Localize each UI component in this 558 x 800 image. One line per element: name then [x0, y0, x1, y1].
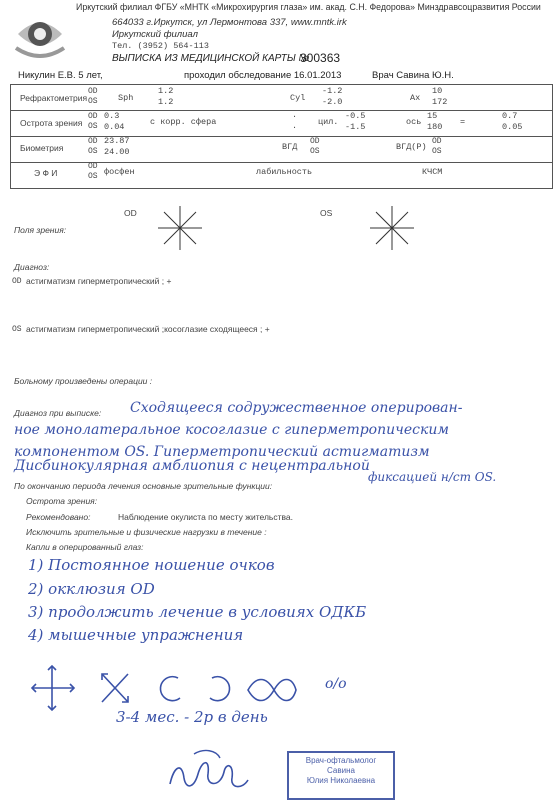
sph-label: Sph	[118, 93, 134, 103]
eye-od: OD	[88, 137, 98, 146]
cyl-label: цил.	[318, 117, 339, 127]
iop-p-label: ВГД(Р)	[396, 142, 427, 152]
branch: Иркутский филиал	[112, 29, 198, 40]
exercise-symbol: о/о	[325, 676, 347, 692]
sph-od: 1.2	[158, 86, 174, 96]
recommended-text: Наблюдение окулиста по месту жительства.	[118, 512, 293, 522]
phosphene-label: фосфен	[104, 167, 135, 177]
biometry-os: 24.00	[104, 147, 130, 157]
post-treatment-line: По окончанию периода лечения основные зрительные функции:	[14, 481, 273, 491]
diagnosis-label: Диагноз:	[14, 262, 50, 272]
efi-label: Э Ф И	[34, 168, 58, 178]
document-title: ВЫПИСКА ИЗ МЕДИЦИНСКОЙ КАРТЫ №	[112, 53, 310, 64]
eye-os: OS	[88, 122, 98, 131]
eye-os: OS	[88, 147, 98, 156]
acuity-dot: .	[292, 110, 298, 120]
stamp-line: Савина	[327, 766, 355, 775]
eye-logo-icon	[14, 14, 66, 60]
correction-label: с корр. сфера	[150, 117, 217, 127]
acuity-dot: .	[292, 121, 298, 131]
eye-od: OD	[12, 277, 22, 286]
ax-os: 172	[432, 97, 448, 107]
operations-label: Больному произведены операции :	[14, 376, 153, 386]
axis-label: ось	[406, 117, 422, 127]
eye-od: OD	[310, 137, 320, 146]
eye-os: OS	[88, 97, 98, 106]
diagnosis-od: астигматизм гиперметропический ; +	[26, 276, 172, 286]
eye-od: OD	[88, 112, 98, 121]
eye-od: OD	[88, 162, 98, 171]
exclude-loads-label: Исключить зрительные и физические нагрузки в течение :	[26, 527, 267, 537]
phone: Тел. (3952) 564-113	[112, 41, 209, 51]
eye-os: OS	[12, 325, 22, 334]
result-os: 0.05	[502, 122, 523, 132]
doctor-signature-icon	[164, 744, 254, 796]
visual-field-od-icon	[156, 204, 204, 252]
recommendation-item: 4) мышечные упражнения	[28, 626, 244, 644]
vf-os-label: OS	[320, 208, 333, 218]
eye-os: OS	[310, 147, 320, 156]
card-number: 300363	[300, 51, 341, 65]
recommendation-item: 1) Постоянное ношение очков	[28, 556, 275, 574]
stamp-line: Врач-офтальмолог	[305, 756, 377, 765]
cyl-os: -2.0	[322, 97, 343, 107]
patient-name: Никулин Е.В. 5 лет,	[18, 70, 103, 81]
doctor: Врач Савина Ю.Н.	[372, 70, 454, 81]
recommendation-item: 3) продолжить лечение в условиях ОДКБ	[28, 603, 367, 621]
discharge-diagnosis-label: Диагноз при выписке:	[14, 408, 102, 418]
eye-os: OS	[88, 172, 98, 181]
visual-field-label: Поля зрения:	[14, 225, 67, 235]
ax-label: Ax	[410, 93, 421, 103]
handwritten-diagnosis-line: фиксацией н/ст OS.	[368, 470, 497, 484]
cyl-label: Cyl	[290, 93, 306, 103]
doctor-stamp	[287, 751, 395, 800]
eye-od: OD	[432, 137, 442, 146]
eye-os: OS	[432, 147, 442, 156]
biometry-od: 23.87	[104, 136, 130, 146]
stamp-line: Юлия Николаевна	[306, 776, 376, 785]
ax-od: 10	[432, 86, 443, 96]
cyl-od: -1.2	[322, 86, 343, 96]
result-od: 0.7	[502, 111, 518, 121]
drops-label: Капли в оперированный глаз:	[26, 542, 144, 552]
org-line: Иркутский филиал ФГБУ «МНТК «Микрохирургия глаза» им. акад. С.Н. Федорова» Минздравсоцразвития России	[76, 2, 541, 12]
address: 664033 г.Иркутск, ул Лермонтова 337, www.mntk.irk	[112, 17, 347, 28]
visual-field-os-icon	[368, 204, 416, 252]
handwritten-diagnosis-line: компонентом OS. Гиперметропический астигматизм	[14, 444, 430, 460]
acuity-cyl-od: -0.5	[345, 111, 366, 121]
vf-od-label: OD	[124, 208, 137, 218]
lability-label: лабильность	[256, 167, 313, 177]
post-acuity-label: Острота зрения:	[26, 496, 98, 506]
cff-label: КЧСМ	[422, 167, 443, 177]
iop-label: ВГД	[282, 142, 298, 152]
handwritten-diagnosis-line: Дисбинокулярная амблиопия с нецентральной	[14, 458, 370, 474]
refraction-label: Рефрактометрия	[20, 93, 88, 103]
axis-od: 15	[427, 111, 438, 121]
frequency: 3-4 мес. - 2р в день	[116, 708, 268, 726]
biometry-label: Биометрия	[20, 143, 64, 153]
equals-sign: =	[460, 117, 466, 127]
diagnosis-os: астигматизм гиперметропический ;косоглазие сходящееся ; +	[26, 324, 270, 334]
eye-exercise-drawings	[28, 664, 328, 714]
acuity-od: 0.3	[104, 111, 120, 121]
acuity-os: 0.04	[104, 122, 125, 132]
exam-date: проходил обследование 16.01.2013	[184, 70, 342, 81]
recommended-label: Рекомендовано:	[26, 512, 91, 522]
handwritten-diagnosis-line: ное монолатеральное косоглазие с гиперметропическим	[14, 422, 449, 438]
sph-os: 1.2	[158, 97, 174, 107]
eye-od: OD	[88, 87, 98, 96]
handwritten-diagnosis-line: Сходящееся содружественное оперирован-	[130, 400, 463, 416]
acuity-label: Острота зрения	[20, 118, 83, 128]
acuity-cyl-os: -1.5	[345, 122, 366, 132]
recommendation-item: 2) окклюзия OD	[28, 580, 155, 598]
axis-os: 180	[427, 122, 443, 132]
